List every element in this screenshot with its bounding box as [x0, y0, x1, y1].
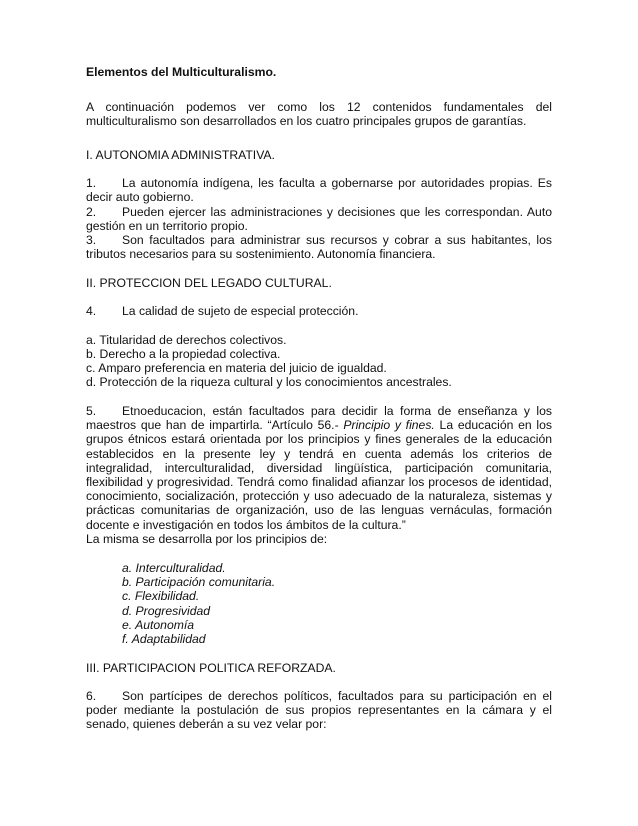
item-text-part: La educación en los grupos étnicos estará orientada por los principios y fines generales de la educación establecidos en la presente ley y tendrá en cuenta además los criterios de integralidad, interculturalidad, diversidad lingüística, participación comunitaria, flexibilidad y progresividad. Tendrá como finalidad afianzar los procesos de identidad, conocimiento, socialización, protección y uso adecuado de la naturaleza, sistemas y prácticas comunitarias de organización, uso de las lenguas vernáculas, formación docente e investigación en todos los ámbitos de la cultura.”: [86, 418, 553, 532]
section-1-item-1: [86, 176, 552, 204]
item-text-part: Etnoeducacion, están facultados para decidir la forma de enseñanza y los maestros que han de impartirla. “Artículo 56.-: [86, 404, 552, 433]
item-text: Son partícipes de derechos políticos, facultados para su participación en el poder mediante la postulación de sus propios representantes en la cámara y el senado, quienes deberán a su vez velar por:: [86, 689, 552, 732]
section-2-heading: II. PROTECCION DEL LEGADO CULTURAL.: [86, 276, 332, 290]
principle-d: d. Progresividad: [122, 604, 211, 618]
principle-b: b. Participación comunitaria.: [122, 575, 276, 589]
item-text: Pueden ejercer las administraciones y decisiones que les correspondan. Auto gestión en un territorio propio.: [86, 205, 552, 234]
item-number: 2.: [86, 205, 97, 219]
intro-paragraph: A continuación podemos ver como los 12 contenidos fundamentales del multiculturalismo son desarrollados en los cuatro principales grupos de garantías.: [86, 100, 552, 129]
section-3-item-6: [86, 689, 552, 732]
section-1-heading: I. AUTONOMIA ADMINISTRATIVA.: [86, 148, 275, 162]
letter-item-d: d. Protección de la riqueza cultural y los conocimientos ancestrales.: [86, 375, 452, 389]
section-3-heading: III. PARTICIPACION POLITICA REFORZADA.: [86, 661, 336, 675]
item-text: Son facultados para administrar sus recursos y cobrar a sus habitantes, los tributos necesarios para su sostenimiento. Autonomía financiera.: [86, 233, 552, 262]
item-text: La calidad de sujeto de especial protección.: [122, 304, 359, 318]
item-text-italic: Principio y fines.: [343, 418, 435, 433]
item-number: 5.: [86, 404, 97, 418]
letter-item-c: c. Amparo preferencia en materia del juicio de igualdad.: [86, 361, 387, 375]
item-text: La autonomía indígena, les faculta a gobernarse por autoridades propias. Es decir auto gobierno.: [86, 176, 552, 205]
document-title: Elementos del Multiculturalismo.: [86, 65, 277, 79]
principle-f: f. Adaptabilidad: [122, 632, 206, 646]
section-2-item-4: [86, 304, 552, 318]
section-2-item-5: [86, 404, 552, 532]
section-1-item-2: [86, 205, 552, 233]
item-number: 6.: [86, 689, 97, 703]
letter-item-a: a. Titularidad de derechos colectivos.: [86, 333, 287, 347]
item-number: 4.: [86, 304, 97, 318]
letter-item-b: b. Derecho a la propiedad colectiva.: [86, 347, 281, 361]
principle-c: c. Flexibilidad.: [122, 589, 200, 603]
principle-a: a. Interculturalidad.: [122, 561, 226, 575]
item-number: 3.: [86, 233, 97, 247]
principles-intro: La misma se desarrolla por los principios de:: [86, 532, 328, 546]
item-number: 1.: [86, 176, 97, 190]
principle-e: e. Autonomía: [122, 618, 195, 632]
section-1-item-3: [86, 233, 552, 261]
